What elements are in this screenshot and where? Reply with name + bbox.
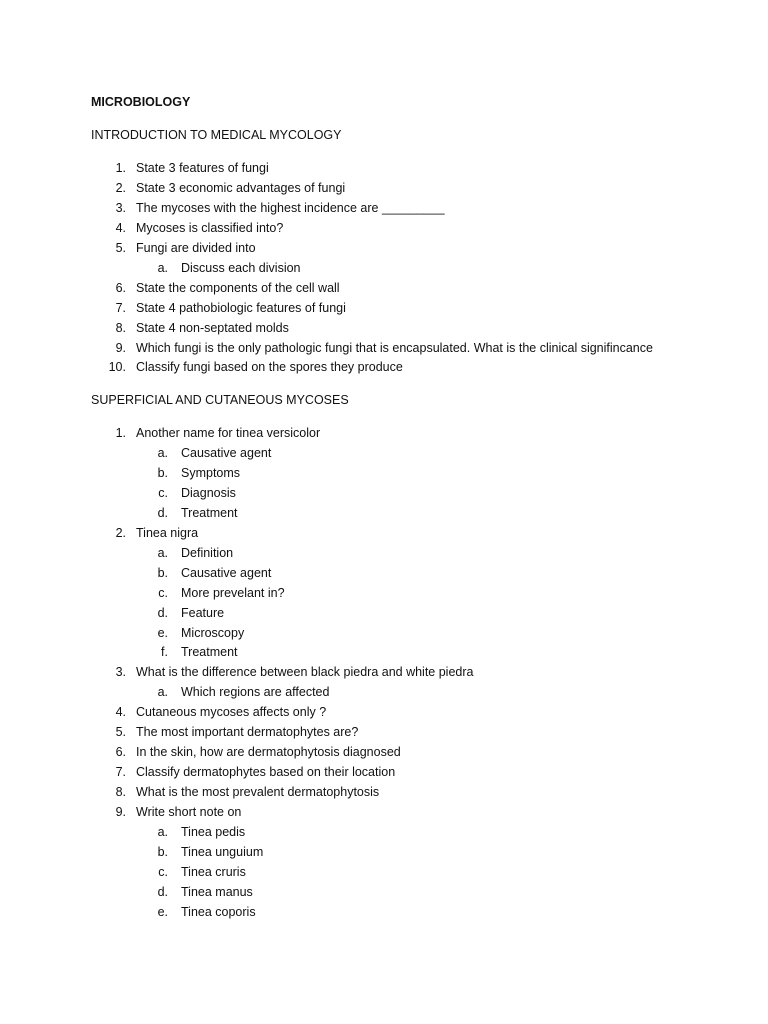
sub-list-item-letter: a. [157,261,168,275]
sub-list-item-letter: b. [157,566,168,580]
list-item-text: State 3 economic advantages of fungi [136,181,346,195]
list-item-text: Fungi are divided into [136,241,256,255]
sub-list-item-text: Tinea coporis [181,905,256,919]
list-item-number: 6. [115,745,126,759]
list-item-number: 6. [115,281,126,295]
sub-list-item-letter: b. [157,845,168,859]
sub-list-item-letter: d. [157,606,168,620]
list-item-number: 4. [115,705,126,719]
list-item-text: State 3 features of fungi [136,161,269,175]
list-item-number: 10. [108,360,126,374]
list-item-number: 9. [115,341,126,355]
sub-list-item-text: Tinea pedis [181,825,246,839]
sub-list-item-text: Which regions are affected [181,685,330,699]
list-item-number: 1. [115,426,126,440]
sub-list-item-text: Tinea manus [181,885,253,899]
sub-list-item-text: Treatment [181,645,238,659]
section-heading-intro: INTRODUCTION TO MEDICAL MYCOLOGY [91,128,342,142]
list-item-text: Mycoses is classified into? [136,221,284,235]
list-item-text: State 4 pathobiologic features of fungi [136,301,346,315]
list-item-text: Write short note on [136,805,242,819]
sub-list-item-letter: c. [158,586,168,600]
list-item-number: 8. [115,785,126,799]
list-item-number: 5. [115,725,126,739]
list-item-number: 7. [115,765,126,779]
sub-list-item-text: Tinea cruris [181,865,246,879]
sub-list-item-letter: a. [157,446,168,460]
list-item-number: 8. [115,321,126,335]
list-item-number: 3. [115,665,126,679]
sub-list-item-text: Causative agent [181,446,272,460]
list-item-number: 9. [115,805,126,819]
list-item-number: 1. [115,161,126,175]
sub-list-item-letter: a. [157,546,168,560]
list-item-number: 3. [115,201,126,215]
list-item-text: Classify dermatophytes based on their location [136,765,396,779]
sub-list-item-text: Feature [181,606,225,620]
list-item-number: 2. [115,181,126,195]
sub-list-item-letter: c. [158,865,168,879]
sub-list-item-letter: b. [157,466,168,480]
sub-list-item-text: Diagnosis [181,486,236,500]
sub-list-item-text: Microscopy [181,626,245,640]
list-item-text: The most important dermatophytes are? [136,725,359,739]
sub-list-item-text: Tinea unguium [181,845,264,859]
list-item-text: Another name for tinea versicolor [136,426,321,440]
sub-list-item-letter: e. [157,905,168,919]
sub-list-item-text: Discuss each division [181,261,301,275]
sub-list-item-letter: d. [157,506,168,520]
list-item-number: 2. [115,526,126,540]
sub-list-item-letter: e. [157,626,168,640]
list-item-text: State the components of the cell wall [136,281,340,295]
list-item-text: Which fungi is the only pathologic fungi that is encapsulated. What is the clinical signifincance [136,341,653,355]
sub-list-item-text: Causative agent [181,566,272,580]
list-item-text: In the skin, how are dermatophytosis diagnosed [136,745,401,759]
list-item-text: State 4 non-septated molds [136,321,289,335]
sub-list-item-letter: a. [157,685,168,699]
list-item-text: The mycoses with the highest incidence are _________ [136,201,445,215]
sub-list-item-text: Symptoms [181,466,241,480]
document-title: MICROBIOLOGY [91,95,191,109]
sub-list-item-text: Definition [181,546,234,560]
sub-list-item-letter: c. [158,486,168,500]
sub-list-item-text: Treatment [181,506,238,520]
list-item-number: 7. [115,301,126,315]
section-heading-superficial: SUPERFICIAL AND CUTANEOUS MYCOSES [91,393,349,407]
list-item-text: What is the most prevalent dermatophytosis [136,785,380,799]
list-item-text: Classify fungi based on the spores they produce [136,360,403,374]
list-item-text: Tinea nigra [136,526,199,540]
sub-list-item-letter: a. [157,825,168,839]
sub-list-item-text: More prevelant in? [181,586,285,600]
list-item-text: Cutaneous mycoses affects only ? [136,705,327,719]
sub-list-item-letter: d. [157,885,168,899]
list-item-number: 5. [115,241,126,255]
list-item-text: What is the difference between black piedra and white piedra [136,665,474,679]
sub-list-item-letter: f. [161,645,168,659]
list-item-number: 4. [115,221,126,235]
